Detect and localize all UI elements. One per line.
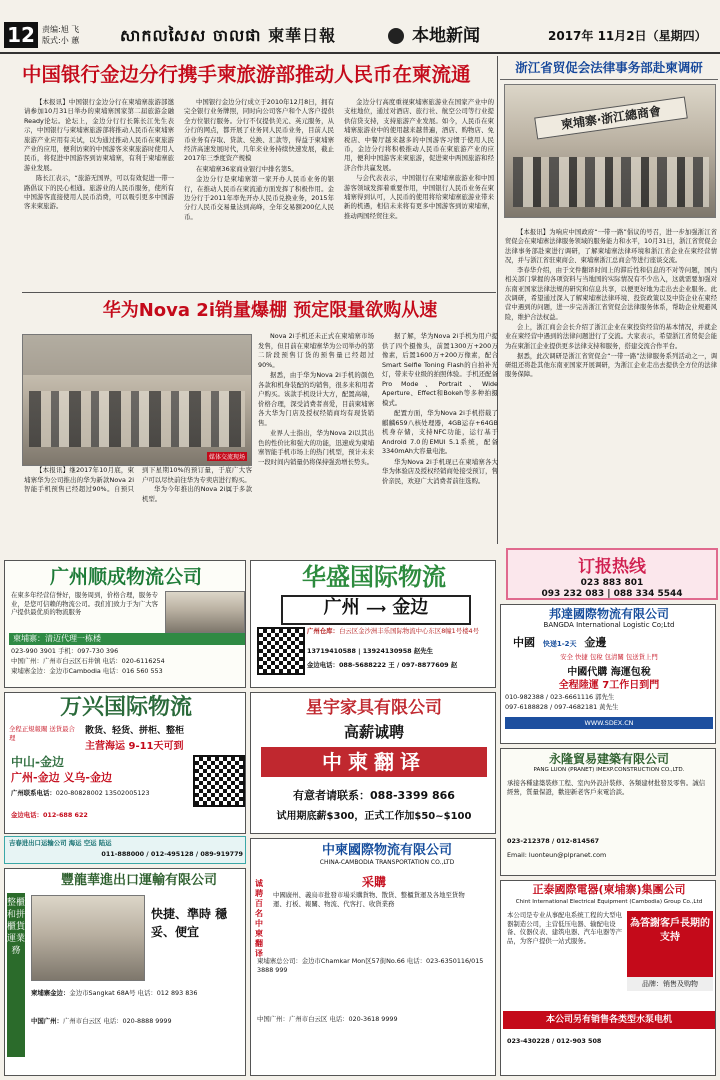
lead-body: [24, 98, 494, 290]
lead-paragraph: 【本报讯】中国银行金边分行在柬埔寨旅游部邀请参加10月31日举办的柬埔寨国家第二届旅游金融Ready论坛。论坛上，金边分行行长陈长江先生表示，中国银行与柬埔寨旅游部将推动人民币在柬埔寨旅游产业应用有关试，以为通过推动人民币在柬旅游产业的应用，便利访柬的中国游客来柬旅游时使用人民币，将促进中国游客到访柬埔寨，有利于柬埔寨旅游业发展。: [24, 98, 174, 172]
route-to: 金边: [392, 597, 429, 618]
right-story-headline: 浙江省贸促会法律事务部赴柬调研: [500, 56, 718, 80]
page-number: 12: [4, 22, 38, 48]
ad-promo: 為答謝客戶長期的支持: [627, 911, 713, 977]
ad-website: WWW.SDEX.CN: [505, 717, 713, 729]
gz-address: 白云区金沙洲丰乐国际物流中心东区8幢1号楼4号: [338, 627, 479, 635]
route-mid: 快递1-2天: [542, 640, 577, 648]
gz-label: 中国广州：: [31, 1017, 63, 1025]
ad-title: 正泰國際電器(柬埔寨)集團公司: [532, 883, 686, 896]
subscription-hotline: [506, 548, 718, 600]
ad-email: Email: luonteun@plpranet.com: [507, 851, 607, 859]
ad-address: [307, 627, 493, 636]
huawei-paragraph: 业界人士指出，华为Nova 2i以其出色的性价比和强大的功能，迅速成为柬埔寨智能手机市场上的热门机型，预计未来一段时间内销量仍将保持强劲增长势头。: [258, 429, 374, 466]
lead-paragraph: 在柬埔寨36家商业银行中排名第5。: [196, 164, 298, 173]
lead-paragraph: 与会代表表示，中国银行在柬埔寨旅游业和中国游客领域发挥着重要作用，中国银行人民币业务在柬埔寨得到认可，人民币的使用将给柬埔寨旅游业带来新的机遇，相信未来将有更多中国游客到访柬埔寨，推动两国经贸往来。: [344, 174, 494, 220]
ad-fenglong: [4, 868, 246, 1076]
pp-label: 柬埔寨金边：: [31, 989, 70, 997]
qr-code-icon: [257, 627, 305, 675]
truck-image: [31, 895, 145, 981]
ad-title: 中柬國際物流有限公司: [321, 843, 452, 858]
ad-xingyu-furniture: [250, 692, 496, 834]
right-paragraph: 会上，浙江商会会长介绍了浙江企业在柬投资经营的基本情况，并就企业在柬经营中遇到的法律问题进行了交流。大家表示，希望浙江省贸促会能为在柬浙江企业提供更多法律支持和服务，搭建交流合作平台。: [505, 323, 717, 350]
ad-slogan: 快捷、準時 穩妥、便宜: [151, 907, 228, 939]
ad-banner: 本公司另有销售各类型水泵电机: [503, 1011, 715, 1029]
ad-address: 柬埔寨总公司：金边市Chamkar Mon区57街No.66 电话：023-6350116/015 3888 999: [257, 957, 484, 974]
huawei-paragraph: 据了解，华为Nova 2i手机为用户提供了四个摄像头，前置1300万+200万像素，后置1600万+200万像素，配合Smart Selfie Toning Flash的自拍补光灯，带来专业级的拍照体验。手机还配备Pro Mode、Portrait、Wide Aperture、Effect和Bokeh等多种拍摄模式。: [382, 332, 498, 407]
ad-phones: 023-990 3901 手机：097-730 396: [11, 647, 119, 655]
ad-phone: 097-6188828 / 097-4682181 黃先生: [505, 703, 619, 711]
section-title: 本地新闻: [384, 22, 534, 50]
right-paragraph: 【本报讯】为响应中国政府“一带一路”倡议的号召，进一步加强浙江省贸促会在柬埔寨法律服务领域的服务能力和水平，10月31日，浙江省贸促会法律事务部赴柬进行调研，了解柬埔寨法律环境和浙江省企业在柬经营情况，并与浙江省驻柬商会、柬埔寨浙江总商会等进行座谈交流。: [505, 229, 717, 264]
hotline-number: 023 883 801: [580, 578, 644, 588]
masthead-bar: [0, 0, 720, 54]
ad-title: 邦達國際物流有限公司: [548, 607, 669, 621]
pp-phone: 088-5688222 王 / 097-8877609 赵: [338, 661, 458, 669]
photo-label: 媒体交流现场: [208, 454, 245, 461]
ad-address: [31, 989, 243, 998]
ad-title: 星宇家具有限公司: [306, 698, 442, 718]
huawei-paragraph: 配置方面，华为Nova 2i手机搭载了麒麟659八核处理器，4GB运存+64GB机身存储，支持NFC功能，运行基于Android 7.0的EMUI 5.1系统，配备3340mAh大容量电池。: [382, 409, 498, 455]
huawei-headline: 华为Nova 2i销量爆棚 预定限量欲购从速: [102, 300, 438, 321]
ad-sale: 品牌：销售及购物: [627, 977, 713, 991]
ad-phone: 金边电话：012-688 622: [11, 811, 88, 819]
ad-slogan: 中國代購 海運包稅: [567, 667, 651, 678]
strip-phones: 011-888000 / 012-495128 / 089-919779: [101, 850, 243, 858]
ad-wanxing: [4, 692, 246, 834]
huawei-photo: [22, 334, 252, 466]
newspaper-logo: សាកលសៃស ចាលផា 柬華日報: [120, 26, 337, 45]
ad-route: [281, 595, 471, 625]
ad-slogan: 全程陸運 7工作日到門: [558, 680, 660, 691]
ad-phone: 023-212378 / 012-814567: [507, 837, 600, 845]
route-to: 金邊: [584, 636, 607, 649]
ad-side-banner: 整櫃和拼櫃貨運業務: [7, 893, 25, 1057]
gz-address: 广州市白云区 电话：020-8888 9999: [62, 1017, 172, 1025]
ad-services: 承接各種建築裝修工程、室內外設計裝修、各類建材批發及零售。誠信經營，質量保證，歡迎新老客戶來電洽談。: [507, 779, 706, 796]
qr-code-icon: [193, 755, 245, 807]
phone-label: 广州联系电话：: [11, 789, 56, 797]
ad-wanlong: [500, 748, 716, 876]
ad-subtitle: Chint International Electrical Equipment (Cambodia) Group Co.,Ltd: [515, 899, 703, 905]
ad-phone: 010-982388 / 023-6661116 郭先生: [505, 693, 615, 701]
ad-subtitle: 高薪诚聘: [343, 723, 404, 741]
ad-tags: 安全 快捷 包稅 包清關 包送貨上門: [560, 653, 658, 661]
ad-phone: [307, 661, 493, 670]
ad-chint: [500, 880, 716, 1076]
route-from: 广州: [323, 597, 360, 618]
ad-huasheng: [250, 560, 496, 688]
ad-title: 广州顺成物流公司: [49, 566, 202, 588]
huawei-paragraph: 据悉，由于华为Nova 2i手机的颜色各款和机身装配的均销售，很多来和用者户购买。该款手机设计大方，配置高端，价格合理，深受消费者喜爱，目前柬埔寨各大华为门店及授权经销商均有现货销售。: [258, 371, 374, 427]
ad-route: [505, 633, 713, 653]
gz-label: 广州仓库：: [307, 627, 339, 635]
ad-office-bar: [9, 633, 246, 645]
photo-backdrop: [23, 335, 251, 375]
photo-people: [29, 391, 245, 447]
divider: [22, 292, 496, 293]
photo-banner: 柬埔寨·浙江總商會: [534, 97, 688, 140]
ad-position: 中柬翻译: [261, 747, 487, 777]
ad-address: 柬埔寨金边：金边市Cambodia 电话：016 560 553: [11, 667, 163, 675]
editor-credits: [42, 24, 79, 46]
ad-services: 散货、轻货、拼柜、整柜: [85, 726, 185, 736]
huawei-body: [258, 332, 498, 556]
ad-title: 永隆貿易建築有限公司: [548, 752, 669, 766]
ad-title: 豐龍華進出口運輸有限公司: [60, 873, 217, 888]
lead-paragraph: 陈长江表示，“旅游无国界，可以有效促进一带一路倡议下的民心相通。旅游业的人民币服务，使所有中国游客直接使用人民币消费，可以吸引更多中国游客来柬旅游。: [24, 174, 174, 211]
route-from: 中國: [513, 636, 535, 649]
ad-title: 万兴国际物流: [59, 695, 192, 720]
ad-phone: 023-430228 / 012-903 508: [507, 1037, 602, 1045]
lead-paragraph: 金边分行是柬埔寨第一家开办人民币业务的银行，在推动人民币在柬流通方面发挥了积极作用。金边分行于2011年率先开办人民币兑换业务，2015年分行人民币交易量达到高峰，全年交易额200亿人民币。: [184, 175, 334, 221]
lead-paragraph: 金边分行高度重视柬埔寨旅游业在国家产业中的支柱地位，通过对酒店、旅行社、航空公司等行业提供信贷支持，支持旅游产业发展。如今，人民币在柬埔寨旅游业中的使用越来越普遍，酒店、购物店、免税店、中餐厅越来越多的中国游客习惯于使用人民币，金边分行将积极推动人民币在柬旅游产业的应用，便利中国游客来柬旅游，促进柬中两国旅游和经济合作共赢发展。: [344, 98, 494, 172]
ad-subtitle: CHINA-CAMBODIA TRANSPORTATION CO.,LTD: [319, 859, 455, 866]
right-paragraph: 据悉，此次调研是浙江省贸促会“一带一路”法律服务系列活动之一，调研组还将赴其他东南亚国家开展调研，为浙江企业走出去提供全方位的法律服务保障。: [505, 352, 717, 379]
ad-slogan: 全程正規報關 送貨最合理: [9, 725, 75, 742]
ad-salary: 试用期底薪$300，正式工作加$50~$100: [276, 811, 472, 822]
huawei-paragraph: Nova 2i手机还未正式在柬埔寨市场发售，但目前在柬埔寨华为公司举办的第二阶段预售订货的预售量已经超过90%。: [258, 332, 374, 369]
ad-subtitle: BANGDA International Logistic Co;Ltd: [543, 621, 675, 629]
designer-name: 版式:小 蕙: [42, 36, 80, 45]
ad-slogan: 在柬多年经营信誉好，服务周到，价格合理，服务专业，是您可信赖的物流公司。我们们致力于为广大客户提供最优质的物流服务: [11, 591, 158, 617]
ad-china-cambodia-transport: [250, 838, 496, 1076]
ad-phone: 13719410588 | 13924130958 赵先生: [307, 647, 434, 655]
arrow-icon: ⟶: [365, 601, 387, 617]
ship-image: [165, 591, 245, 633]
right-paragraph: 李春华介绍，由于文件翻译时间上的滞后性和信息的不对等问题，国内相关部门掌握的各项资料与当地国的实际情况有不少出入，这就需要加强对东南亚国家法律法规的研究和信息共享，以便更好地为走出去企业服务。此次调研，希望通过深入了解柬埔寨法律环境、投资政策以及中资企业在柬经营中遇到的问题，进一步完善浙江省贸促会法律服务体系，帮助企业规避风险，维护合法权益。: [505, 267, 717, 321]
ad-services: 中國廣州、義烏市批發市場采購貨物、散貨、整櫃貨運及各地至貨物運、打板、報關、物流、代客打、收貨業務: [273, 891, 465, 908]
ad-strip: [4, 836, 246, 864]
lead-paragraph: 中国银行金边分行成立于2010年12月8日，拥有完全银行业务牌照，同时向公司客户和个人客户提供全方位银行服务。分行不仅提供美元、英元服务，从分行的网点，都开展了业务同人民币业务，目前人民币业务有存取、贷款、兑换、汇款等，得益于柬埔寨经济高速发展时代，几年来业务持续快速发展，截止2017年三季度资产规模: [184, 98, 334, 163]
ad-bangda: [500, 604, 716, 744]
pp-label: 金边电话：: [307, 661, 339, 669]
ad-address: [31, 1017, 243, 1026]
office-name: 清迈代理一栋楼: [45, 634, 101, 643]
caption-paragraph: 华为今年推出的Nova 2i属于多款机型。: [142, 485, 252, 503]
office-label: 柬埔寨：: [13, 634, 45, 643]
pp-address: 金边市Sangkat 68A号 电话：012 893 836: [69, 989, 198, 997]
ad-recruit: 采購: [361, 875, 386, 889]
ad-subtitle: PANG LUON (PRANET) IMEXP.CONSTRUCTION CO.,LTD.: [533, 767, 685, 773]
group-photo: [504, 84, 716, 218]
huawei-paragraph: 华为Nova 2i手机现已在柬埔寨各大华为体验店及授权经销商处接受预订，售价亲民，欢迎广大消费者前往选购。: [382, 457, 498, 485]
ad-route: 主营海运 9-11天可到: [85, 741, 184, 752]
caption-paragraph: 【本报讯】继2017年10月底，柬埔寨华为公司推出的华为新款Nova 2i智能手机预售已经超过90%。自预只到下星期10%的预订量，于底广大客户可以尽快前往华为专卖店进行购买。: [24, 466, 252, 493]
ad-phone: [11, 789, 189, 798]
hotline-number: 093 232 083 | 088 334 5544: [541, 589, 683, 599]
strip-text: 吉春进出口运输公司 海运 空运 陆运: [9, 839, 112, 847]
ad-title: 华盛国际物流: [302, 563, 446, 591]
ad-text: 本公司是专业从事配电系统工程的大型电器制造公司，主营低压电器、输配电设备、仪器仪表、建筑电器、汽车电器等产品，为客户提供一站式服务。: [507, 911, 623, 945]
ad-contact: 有意者请联系：088-3399 866: [293, 789, 455, 802]
editor-name: 责编:旭 飞: [42, 25, 80, 34]
huawei-caption: [24, 466, 252, 556]
ad-address: 中国广州：广州市白云区石井镇 电话：020-6116254: [11, 657, 165, 665]
ad-address: 中国广州：广州市白云区 电话：020-3618 9999: [257, 1015, 398, 1023]
ad-route: 中山-金边: [11, 755, 64, 769]
ad-guangzhou-shuncheng: [4, 560, 246, 688]
right-story-body: [505, 228, 717, 546]
ad-route: 广州-金边 义乌-金边: [11, 771, 112, 784]
phone-number: 020-80828002 13502005123: [55, 789, 150, 797]
lead-headline: 中国银行金边分行携手柬旅游部推动人民币在柬流通: [22, 63, 471, 86]
photo-people: [513, 157, 709, 207]
issue-date: 2017年 11月2日（星期四）: [548, 29, 707, 43]
hotline-title: 订报热线: [578, 557, 646, 577]
ad-side-text: 诚聘百名中柬翻译: [255, 879, 263, 958]
